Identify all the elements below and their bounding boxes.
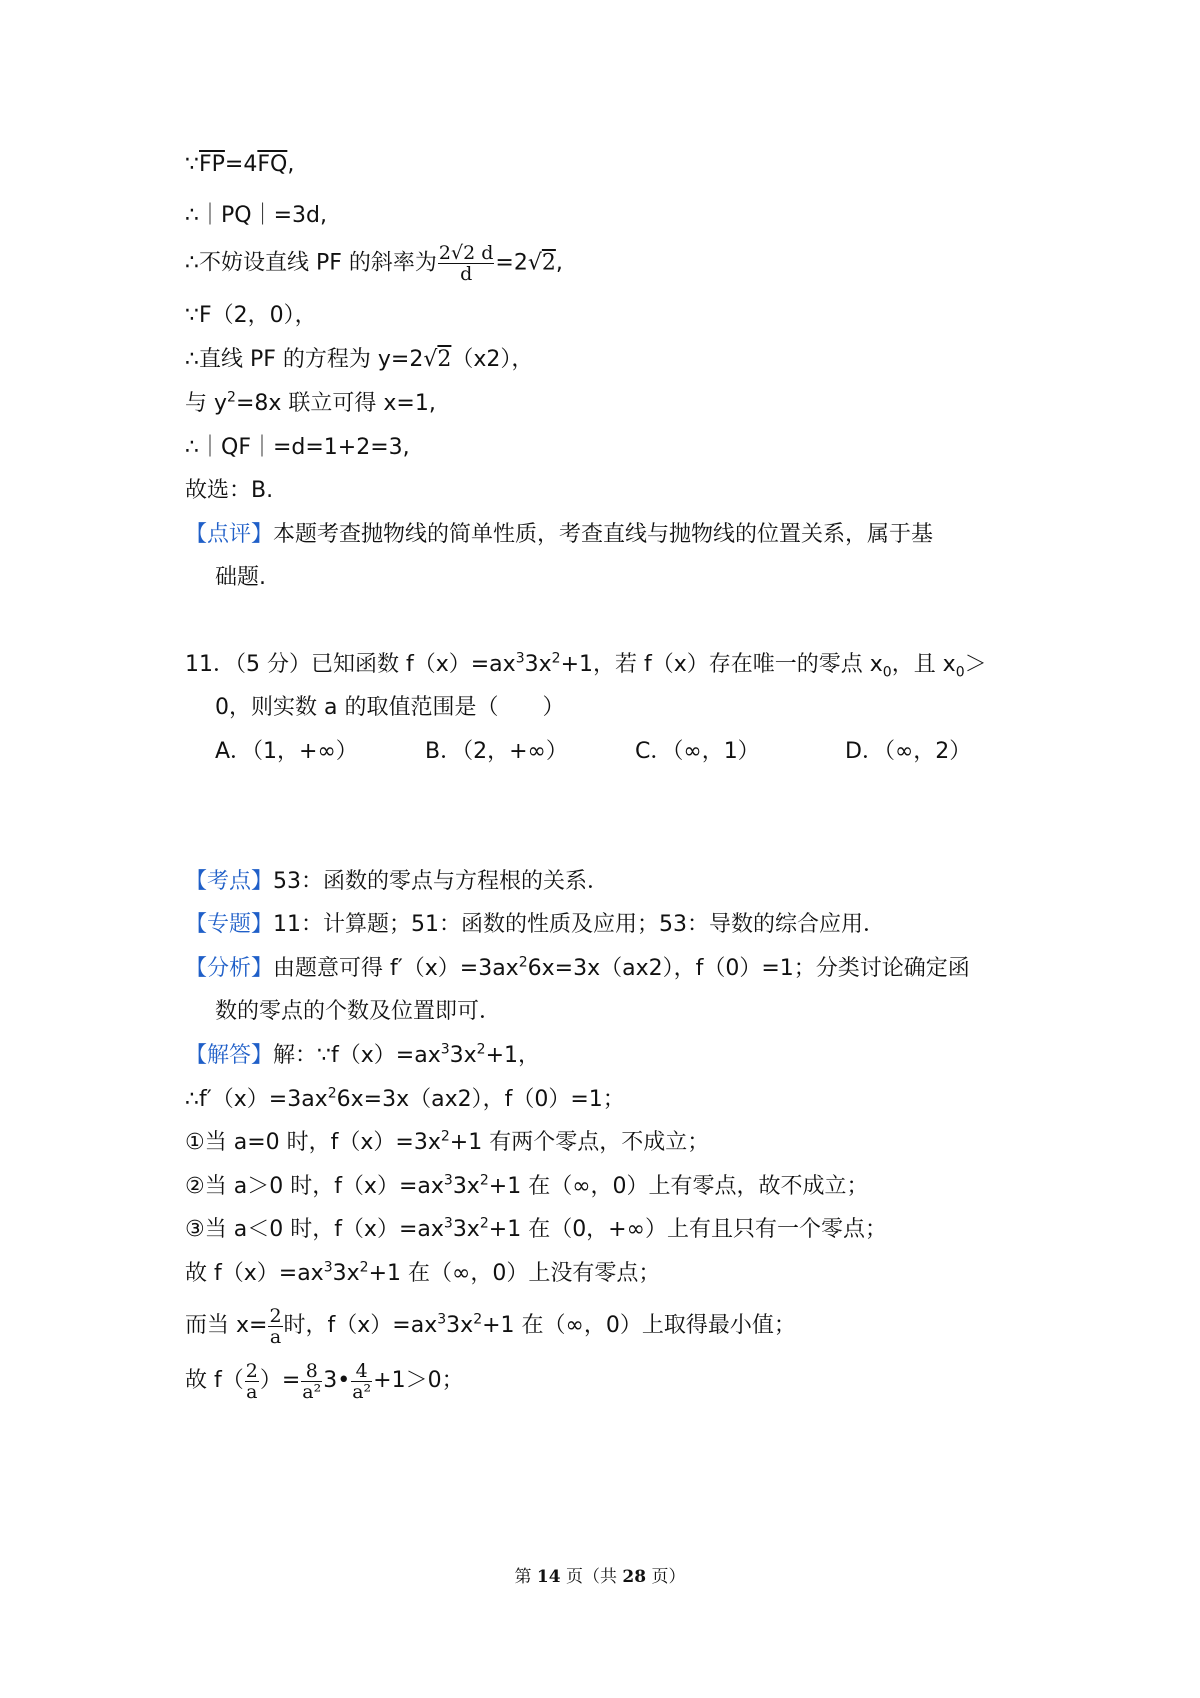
step-vector-relation: $\because\overline{FP}=4\overline{FQ}$,	[185, 152, 295, 177]
step-intersection: 与 $y^2=8x$ 联立可得 x=1,	[185, 389, 436, 416]
analysis: 【分析】由题意可得 $f'(x)=3ax^26x=3x(ax2)$，f（0）=1；分类讨论确定函	[185, 954, 970, 981]
page-footer: 第 14 页（共 28 页）	[514, 1567, 686, 1587]
option-b: B．（2，+∞）	[425, 739, 568, 764]
knowledge-point: 【考点】53：函数的零点与方程根的关系．	[185, 869, 610, 894]
solution-tag: 【解答】	[185, 1043, 274, 1068]
option-d: D．（∞，2）	[845, 739, 972, 764]
option-c: C．（∞，1）	[635, 739, 760, 764]
knowledge-tag: 【考点】	[185, 869, 274, 894]
step-slope: ∴不妨设直线 PF 的斜率为 $\frac{2√2 d}{d}$ =2√2,	[185, 242, 563, 285]
solution-evaluation: 故 f（ $\frac{2}{a}$ ）= $\frac{8}{\text{a²}}$ 3• $\frac{4}{\text{a²}}$ +1＞0；	[185, 1359, 464, 1403]
slope-fraction: $\frac{2√2 d}{d}$	[438, 242, 494, 285]
solution-case-2: ②当 a＞0 时，$f(x)=ax^33x^2+1$ 在（∞，0）上有零点，故不成立；	[185, 1172, 869, 1199]
fraction: $\frac{8}{\text{a²}}$	[302, 1359, 322, 1403]
option-a: A．（1，+∞）	[215, 739, 358, 764]
fraction: $\frac{4}{\text{a²}}$	[352, 1359, 372, 1403]
comment-section: 【点评】本题考查抛物线的简单性质，考查直线与抛物线的位置关系，属于基	[185, 522, 934, 547]
solution-header: 【解答】解：$\because f(x)=ax^33x^2+1$，	[185, 1041, 541, 1068]
step-line-equation: ∴直线 PF 的方程为 y=2√2（x2），	[185, 347, 534, 372]
step-pq-length: ∴｜PQ｜=3d,	[185, 203, 327, 228]
solution-derivative: $\therefore f'(x)=3ax^26x=3x(ax2)$，f（0）=1；	[185, 1085, 625, 1112]
solution-no-zero: 故 $f(x)=ax^33x^2+1$ 在（∞，0）上没有零点；	[185, 1259, 661, 1286]
sqrt-sign: √2	[423, 347, 452, 372]
comment-continued: 础题.	[215, 565, 266, 590]
page-total: 28	[622, 1567, 647, 1587]
question-11-continued: 0，则实数 a 的取值范围是（ ）	[215, 695, 565, 720]
page-number: 14	[536, 1567, 561, 1587]
analysis-tag: 【分析】	[185, 956, 274, 981]
topic-tag: 【专题】	[185, 912, 274, 937]
question-11: 11．（5 分）已知函数 $f(x)=ax^33x^2+1$，若 f（x）存在唯一的零点 $x_0$，且 $x_0>$	[185, 650, 987, 681]
step-qf-length: ∴｜QF｜=d=1+2=3,	[185, 435, 410, 460]
step-focus: ∵F（2，0），	[185, 303, 317, 328]
solution-case-1: ①当 a=0 时，$f(x)=3x^2+1$ 有两个零点，不成立；	[185, 1128, 710, 1155]
solution-minimum: 而当 x= $\frac{2}{a}$ 时，$f(x)=ax^33x^2+1$ 在（∞，0）上取得最小值；	[185, 1304, 796, 1348]
sqrt-sign: √2	[527, 250, 556, 276]
comment-tag: 【点评】	[185, 522, 274, 547]
answer-options	[215, 732, 1055, 772]
fraction: $\frac{2}{a}$	[269, 1304, 282, 1348]
fraction: $\frac{2}{a}$	[245, 1359, 258, 1403]
solution-case-3: ③当 a＜0 时，$f(x)=ax^33x^2+1$ 在（0，+∞）上有且只有一个零点；	[185, 1215, 887, 1242]
topic: 【专题】11：计算题；51：函数的性质及应用；53：导数的综合应用．	[185, 912, 885, 937]
step-answer: 故选：B.	[185, 478, 274, 503]
analysis-continued: 数的零点的个数及位置即可．	[215, 999, 502, 1024]
